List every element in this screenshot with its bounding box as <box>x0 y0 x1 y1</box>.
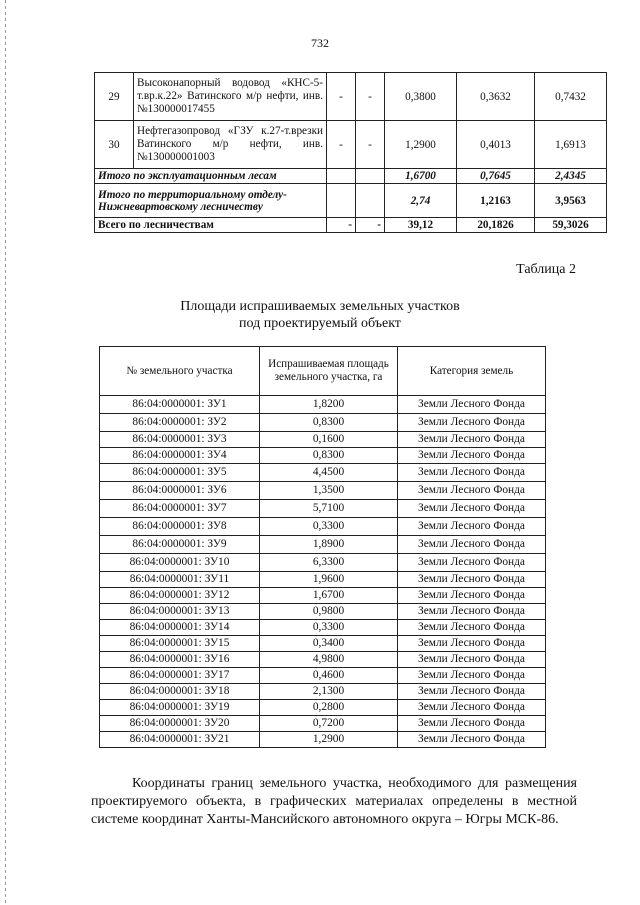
table-row <box>100 464 546 482</box>
cell-value: 0,3800 <box>385 73 457 121</box>
land-category: Земли Лесного Фонда <box>398 448 546 464</box>
table-row <box>100 700 546 716</box>
plot-area: 0,3300 <box>260 518 398 536</box>
plot-area: 5,7100 <box>260 500 398 518</box>
plot-number: 86:04:0000001: ЗУ17 <box>100 668 260 684</box>
cell-value: 1,6913 <box>535 121 607 169</box>
cell-value: 0,4013 <box>457 121 535 169</box>
table-row <box>100 414 546 432</box>
plot-area: 1,8200 <box>260 396 398 414</box>
plot-number: 86:04:0000001: ЗУ15 <box>100 636 260 652</box>
cell-value: 59,3026 <box>535 218 607 233</box>
table-row <box>95 73 607 121</box>
cell-empty <box>327 184 356 218</box>
column-header: Испрашиваемая площадь земельного участка, га <box>260 347 398 396</box>
table-row <box>95 121 607 169</box>
cell-value: 2,4345 <box>535 169 607 184</box>
table-row <box>100 684 546 700</box>
plot-area: 0,9800 <box>260 604 398 620</box>
plot-number: 86:04:0000001: ЗУ3 <box>100 432 260 448</box>
plot-number: 86:04:0000001: ЗУ21 <box>100 732 260 748</box>
land-category: Земли Лесного Фонда <box>398 482 546 500</box>
header-row <box>100 347 546 396</box>
plot-area: 0,4600 <box>260 668 398 684</box>
land-category: Земли Лесного Фонда <box>398 636 546 652</box>
land-category: Земли Лесного Фонда <box>398 414 546 432</box>
table-row <box>100 554 546 572</box>
cell-value: 1,6700 <box>385 169 457 184</box>
plot-number: 86:04:0000001: ЗУ16 <box>100 652 260 668</box>
column-header: Категория земель <box>398 347 546 396</box>
plot-area: 2,1300 <box>260 684 398 700</box>
cell-value: 0,7432 <box>535 73 607 121</box>
plot-number: 86:04:0000001: ЗУ12 <box>100 588 260 604</box>
page-number: 732 <box>311 36 329 50</box>
cell-dash: - <box>356 121 385 169</box>
land-category: Земли Лесного Фонда <box>398 500 546 518</box>
cell-value: 0,3632 <box>457 73 535 121</box>
plot-area: 6,3300 <box>260 554 398 572</box>
cell-value: 2,74 <box>385 184 457 218</box>
cell-value: 20,1826 <box>457 218 535 233</box>
land-category: Земли Лесного Фонда <box>398 604 546 620</box>
land-category: Земли Лесного Фонда <box>398 432 546 448</box>
table-row <box>100 652 546 668</box>
table-row <box>100 572 546 588</box>
plot-number: 86:04:0000001: ЗУ2 <box>100 414 260 432</box>
table-row <box>100 536 546 554</box>
plot-number: 86:04:0000001: ЗУ18 <box>100 684 260 700</box>
plot-area: 1,8900 <box>260 536 398 554</box>
forest-use-table <box>94 72 607 233</box>
plot-number: 86:04:0000001: ЗУ11 <box>100 572 260 588</box>
cell-value: 39,12 <box>385 218 457 233</box>
land-category: Земли Лесного Фонда <box>398 652 546 668</box>
grand-total-label: Всего по лесничествам <box>95 218 327 233</box>
plot-number: 86:04:0000001: ЗУ8 <box>100 518 260 536</box>
cell-dash: - <box>327 218 356 233</box>
table-title-line: Площади испрашиваемых земельных участков <box>180 299 460 314</box>
table-row <box>100 432 546 448</box>
cell-value: 1,2900 <box>385 121 457 169</box>
land-category: Земли Лесного Фонда <box>398 668 546 684</box>
plot-number: 86:04:0000001: ЗУ10 <box>100 554 260 572</box>
table-row <box>100 636 546 652</box>
table-row <box>100 588 546 604</box>
plot-area: 0,2800 <box>260 700 398 716</box>
grand-total-row <box>95 218 607 233</box>
table-label: Таблица 2 <box>516 262 576 277</box>
table-row <box>100 518 546 536</box>
land-category: Земли Лесного Фонда <box>398 396 546 414</box>
body-paragraph: Координаты границ земельного участка, необходимого для размещения проектируемого объекта, в графических материалах определены в местной системе координат Ханты-Мансийского автономного округа – Югры МСК-86. <box>91 776 577 827</box>
land-category: Земли Лесного Фонда <box>398 572 546 588</box>
cell-dash: - <box>356 218 385 233</box>
land-category: Земли Лесного Фонда <box>398 518 546 536</box>
table-row <box>100 448 546 464</box>
plot-number: 86:04:0000001: ЗУ9 <box>100 536 260 554</box>
object-name: Высоконапорный водовод «КНС-5-т.вр.к.22» Ватинского м/р нефти, инв.№130000017455 <box>134 73 327 121</box>
margin-line <box>5 0 6 905</box>
land-category: Земли Лесного Фонда <box>398 464 546 482</box>
table-row <box>100 732 546 748</box>
cell-dash: - <box>327 73 356 121</box>
land-category: Земли Лесного Фонда <box>398 536 546 554</box>
land-category: Земли Лесного Фонда <box>398 732 546 748</box>
table-row <box>100 396 546 414</box>
plot-number: 86:04:0000001: ЗУ14 <box>100 620 260 636</box>
plot-number: 86:04:0000001: ЗУ19 <box>100 700 260 716</box>
cell-empty <box>356 184 385 218</box>
total-row <box>95 184 607 218</box>
cell-dash: - <box>356 73 385 121</box>
plot-area: 0,7200 <box>260 716 398 732</box>
total-label: Итого по эксплуатационным лесам <box>95 169 327 184</box>
plot-number: 86:04:0000001: ЗУ13 <box>100 604 260 620</box>
column-header: № земельного участка <box>100 347 260 396</box>
plot-number: 86:04:0000001: ЗУ4 <box>100 448 260 464</box>
land-category: Земли Лесного Фонда <box>398 620 546 636</box>
cell-dash: - <box>327 121 356 169</box>
table-row <box>100 668 546 684</box>
land-category: Земли Лесного Фонда <box>398 684 546 700</box>
cell-value: 0,7645 <box>457 169 535 184</box>
land-category: Земли Лесного Фонда <box>398 700 546 716</box>
plot-area: 0,8300 <box>260 448 398 464</box>
plot-number: 86:04:0000001: ЗУ20 <box>100 716 260 732</box>
plot-area: 1,9600 <box>260 572 398 588</box>
total-label: Итого по территориальному отделу-Нижневартовскому лесничеству <box>95 184 327 218</box>
land-category: Земли Лесного Фонда <box>398 716 546 732</box>
plot-area: 0,3300 <box>260 620 398 636</box>
row-number: 29 <box>95 73 134 121</box>
plot-area: 0,8300 <box>260 414 398 432</box>
total-row <box>95 169 607 184</box>
plot-area: 0,3400 <box>260 636 398 652</box>
land-plots-table <box>99 346 546 748</box>
table-title-line: под проектируемый объект <box>239 316 401 331</box>
plot-number: 86:04:0000001: ЗУ7 <box>100 500 260 518</box>
row-number: 30 <box>95 121 134 169</box>
plot-area: 1,2900 <box>260 732 398 748</box>
cell-empty <box>356 169 385 184</box>
plot-area: 0,1600 <box>260 432 398 448</box>
table-row <box>100 620 546 636</box>
cell-value: 1,2163 <box>457 184 535 218</box>
plot-area: 4,9800 <box>260 652 398 668</box>
plot-area: 1,3500 <box>260 482 398 500</box>
table-row <box>100 716 546 732</box>
plot-number: 86:04:0000001: ЗУ5 <box>100 464 260 482</box>
plot-number: 86:04:0000001: ЗУ1 <box>100 396 260 414</box>
object-name: Нефтегазопровод «ГЗУ к.27-т.врезки Ватинского м/р нефти, инв.№130000001003 <box>134 121 327 169</box>
plot-number: 86:04:0000001: ЗУ6 <box>100 482 260 500</box>
table-row <box>100 482 546 500</box>
table-title <box>0 298 640 332</box>
table-row <box>100 500 546 518</box>
land-category: Земли Лесного Фонда <box>398 588 546 604</box>
plot-area: 1,6700 <box>260 588 398 604</box>
cell-empty <box>327 169 356 184</box>
cell-value: 3,9563 <box>535 184 607 218</box>
land-category: Земли Лесного Фонда <box>398 554 546 572</box>
table-row <box>100 604 546 620</box>
plot-area: 4,4500 <box>260 464 398 482</box>
